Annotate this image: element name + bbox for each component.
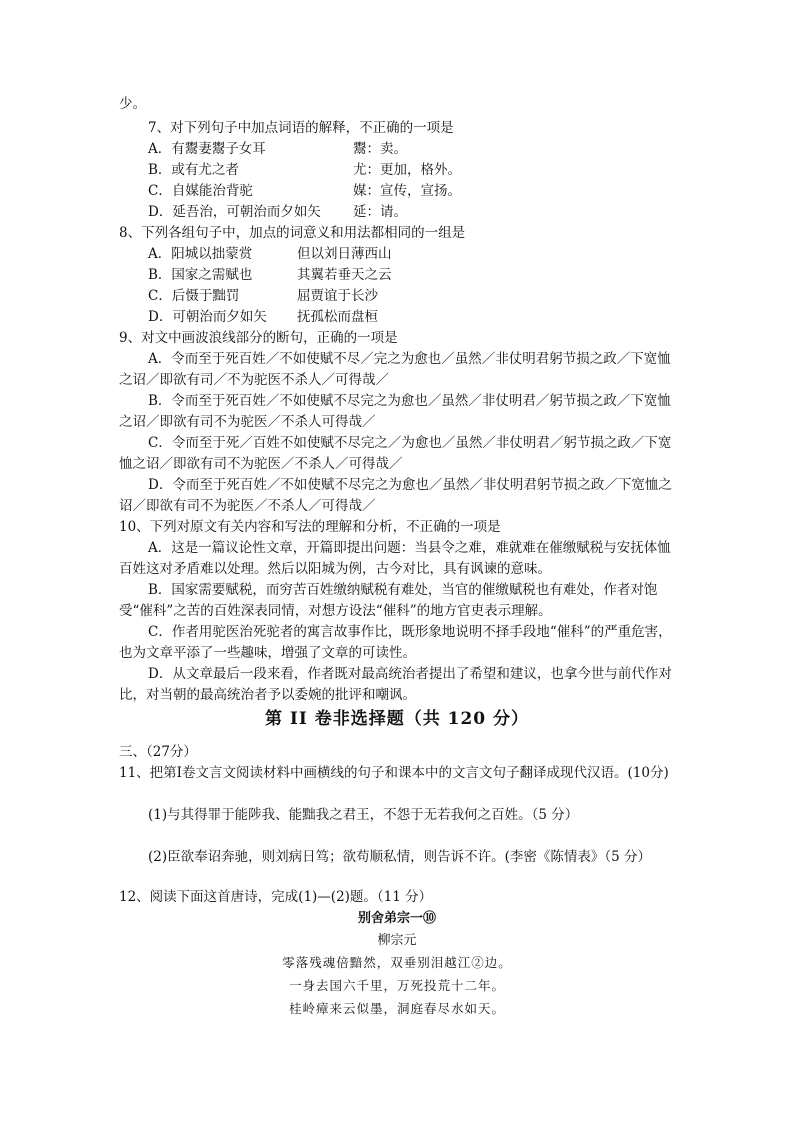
q10-option-c: C．作者用驼医治死驼者的寓言故事作比，既形象地说明不择手段地“催科”的严重危害，也为文章平添了一些趣味，增强了文章的可读性。 <box>119 624 672 661</box>
q7-option-c: C．自媒能治背驼 <box>148 183 253 199</box>
q8-option-d-left: D．可朝治而夕如矢 <box>148 309 267 325</box>
q8-option-d-right: 抚孤松而盘桓 <box>297 309 378 325</box>
q8-option-b-left: B．国家之需赋也 <box>148 267 253 283</box>
q8-option-a-left: A．阳城以拙蒙赏 <box>148 246 253 262</box>
q8-option-c-left: C．后慑于黜罚 <box>148 288 240 304</box>
q7-option-a: A．有鬻妻鬻子女耳 <box>148 141 266 157</box>
q9-option-c: C．令而至于死／百姓不如使赋不尽完之／为愈也／虽然／非仗明君／躬节损之政／下宽恤之诏／即欲有司不为驼医／不杀人／可得哉／ <box>119 435 672 472</box>
q9-option-a: A．令而至于死百姓／不如使赋不尽／完之为愈也／虽然／非仗明君躬节损之政／下宽恤之诏／即欲有司／不为驼医不杀人／可得哉／ <box>119 351 671 388</box>
q8-stem: 8、下列各组句子中，加点的词意义和用法都相同的一组是 <box>119 225 466 241</box>
q11-item-2: (2)臣欲奉诏奔驰，则刘病日笃；欲苟顺私情，则告诉不许。(李密《陈情表》（5 分） <box>148 849 652 865</box>
poem-line-1: 零落残魂倍黯然，双垂别泪越江②边。 <box>282 955 512 970</box>
q10-stem: 10、下列对原文有关内容和写法的理解和分析，不正确的一项是 <box>119 519 501 535</box>
section-2-heading: 第 II 卷非选择题（共 120 分） <box>264 709 530 729</box>
q7-stem: 7、对下列句子中加点词语的解释，不正确的一项是 <box>148 120 454 136</box>
q9-option-b: B．令而至于死百姓／不如使赋不尽完之为愈也／虽然／非仗明君／躬节损之政／下宽恤之诏／即欲有司不为驼医／不杀人可得哉／ <box>119 393 671 430</box>
q9-stem: 9、对文中画波浪线部分的断句，正确的一项是 <box>119 330 398 346</box>
q8-option-c-right: 屈贾谊于长沙 <box>297 288 378 304</box>
poem-title: 别舍弟宗一⑩ <box>357 911 436 926</box>
q7-option-d: D．延吾治，可朝治而夕如矢 <box>148 204 321 220</box>
q7-gloss-b: 尤：更加，格外。 <box>353 162 461 178</box>
q10-option-d: D．从文章最后一段来看，作者既对最高统治者提出了希望和建议，也拿今世与前代作对比，对当朝的最高统治者予以委婉的批评和嘲讽。 <box>119 666 672 703</box>
top-fragment: 少。 <box>119 96 146 112</box>
q10-option-b: B．国家需要赋税，而穷苦百姓缴纳赋税有难处，当官的催缴赋税也有难处，作者对饱受“催科”之苦的百姓深表同情，对想方设法“催科”的地方官吏表示理解。 <box>119 582 658 619</box>
q9-option-d: D．令而至于死百姓／不如使赋不尽完之为愈也／虽然／非仗明君躬节损之政／下宽恤之诏／即欲有司不为驼医／不杀人／可得哉／ <box>119 477 672 514</box>
q7-gloss-d: 延：请。 <box>353 204 407 220</box>
poem-line-3: 桂岭瘴来云似墨，洞庭春尽水如天。 <box>288 1001 505 1016</box>
q8-option-b-right: 其翼若垂天之云 <box>297 267 392 283</box>
q10-option-a: A．这是一篇议论性文章，开篇即提出问题：当县令之难，难就难在催缴赋税与安抚体恤百姓这对矛盾难以处理。然后以阳城为例，古今对比，具有讽谏的意味。 <box>119 540 671 577</box>
q8-option-a-right: 但以刘日薄西山 <box>297 246 392 262</box>
q7-gloss-c: 媒：宣传，宣扬。 <box>353 183 461 199</box>
q7-option-b: B．或有尤之者 <box>148 162 239 178</box>
q7-gloss-a: 鬻：卖。 <box>353 141 407 157</box>
poem-line-2: 一身去国六千里，万死投荒十二年。 <box>288 978 505 993</box>
section-3-label: 三、（27分） <box>119 744 197 760</box>
q11-stem: 11、把第Ⅰ卷文言文阅读材料中画横线的句子和课本中的文言文句子翻译成现代汉语。(10分) <box>119 765 669 781</box>
poem-author: 柳宗元 <box>377 933 417 948</box>
q12-stem: 12、阅读下面这首唐诗，完成(1)—(2)题。（11 分） <box>119 889 433 905</box>
q11-item-1: (1)与其得罪于能陟我、能黜我之君王，不怨于无若我何之百姓。（5 分） <box>148 807 579 823</box>
